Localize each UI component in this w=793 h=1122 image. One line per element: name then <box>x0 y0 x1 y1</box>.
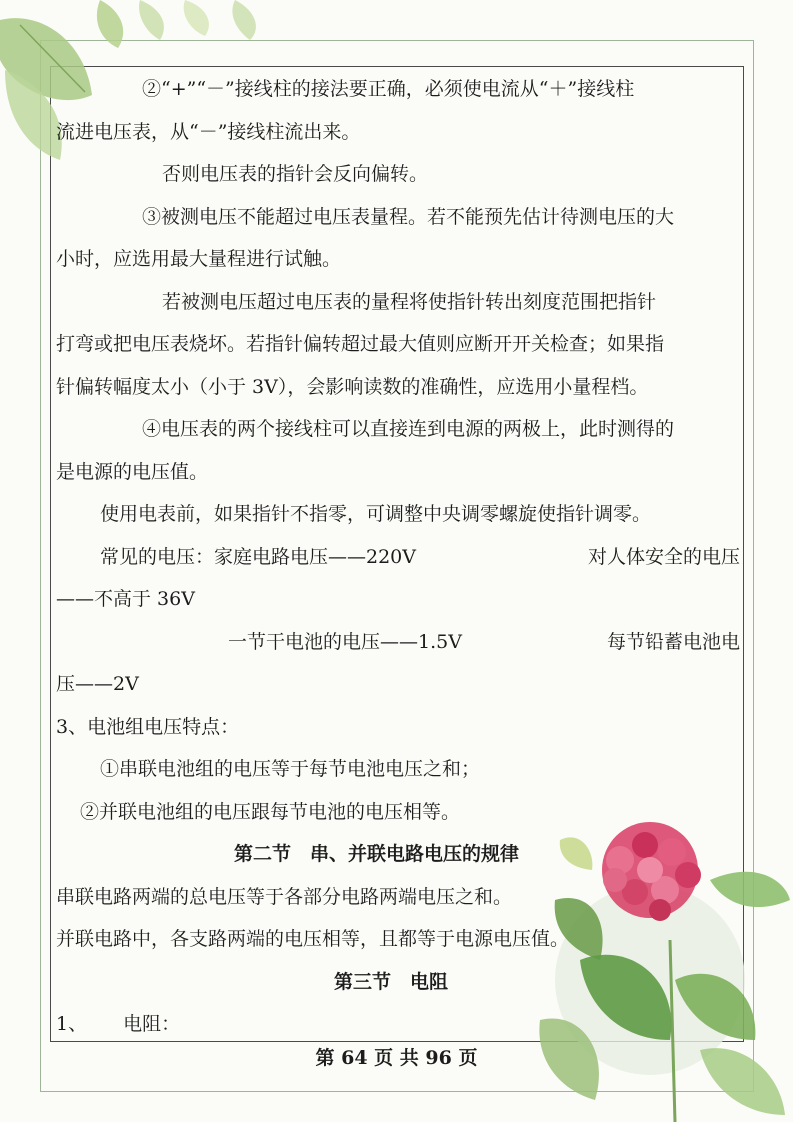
paragraph: ——不高于 36V <box>56 588 195 610</box>
list-heading: 3、电池组电压特点： <box>56 715 240 738</box>
paragraph: 串联电路两端的总电压等于各部分电路两端电压之和。 <box>56 885 513 908</box>
paragraph <box>56 621 740 664</box>
common-voltage-lead-battery: 每节铅蓄电池电 <box>606 630 740 653</box>
paragraph: 流进电压表，从“－”接线柱流出来。 <box>56 120 361 143</box>
paragraph: 并联电路中，各支路两端的电压相等，且都等于电源电压值。 <box>56 928 570 950</box>
list-label: 电阻： <box>123 1013 181 1035</box>
section-heading: 第三节 电阻 <box>334 970 449 993</box>
paragraph: 是电源的电压值。 <box>56 460 209 483</box>
paragraph <box>56 536 740 579</box>
list-number: 1、 <box>56 1013 88 1035</box>
document-body <box>56 68 740 1046</box>
common-voltage-household: 常见的电压：家庭电路电压——220V <box>100 545 416 568</box>
page-footer: 第 64 页 共 96 页 <box>315 1047 478 1069</box>
paragraph: 小时，应选用最大量程进行试触。 <box>56 248 342 270</box>
paragraph: 压——2V <box>56 673 139 695</box>
paragraph: 使用电表前，如果指针不指零，可调整中央调零螺旋使指针调零。 <box>100 503 652 525</box>
list-item: ①串联电池组的电压等于每节电池电压之和； <box>100 758 481 780</box>
common-voltage-dry-cell: 一节干电池的电压——1.5V <box>228 630 462 653</box>
paragraph: 针偏转幅度太小（小于 3V），会影响读数的准确性，应选用小量程档。 <box>56 375 649 398</box>
paragraph: 若被测电压超过电压表的量程将使指针转出刻度范围把指针 <box>162 290 657 313</box>
list-item: ②并联电池组的电压跟每节电池的电压相等。 <box>80 800 461 823</box>
paragraph: ③被测电压不能超过电压表量程。若不能预先估计待测电压的大 <box>142 205 675 228</box>
common-voltage-safe: 对人体安全的电压 <box>587 545 740 568</box>
paragraph: ②“+”“－”接线柱的接法要正确，必须使电流从“＋”接线柱 <box>142 78 635 100</box>
paragraph: 否则电压表的指针会反向偏转。 <box>162 163 429 185</box>
paragraph: ④电压表的两个接线柱可以直接连到电源的两极上，此时测得的 <box>142 418 675 440</box>
paragraph: 打弯或把电压表烧坏。若指针偏转超过最大值则应断开开关检查；如果指 <box>56 333 665 355</box>
section-heading: 第二节 串、并联电路电压的规律 <box>234 843 520 865</box>
